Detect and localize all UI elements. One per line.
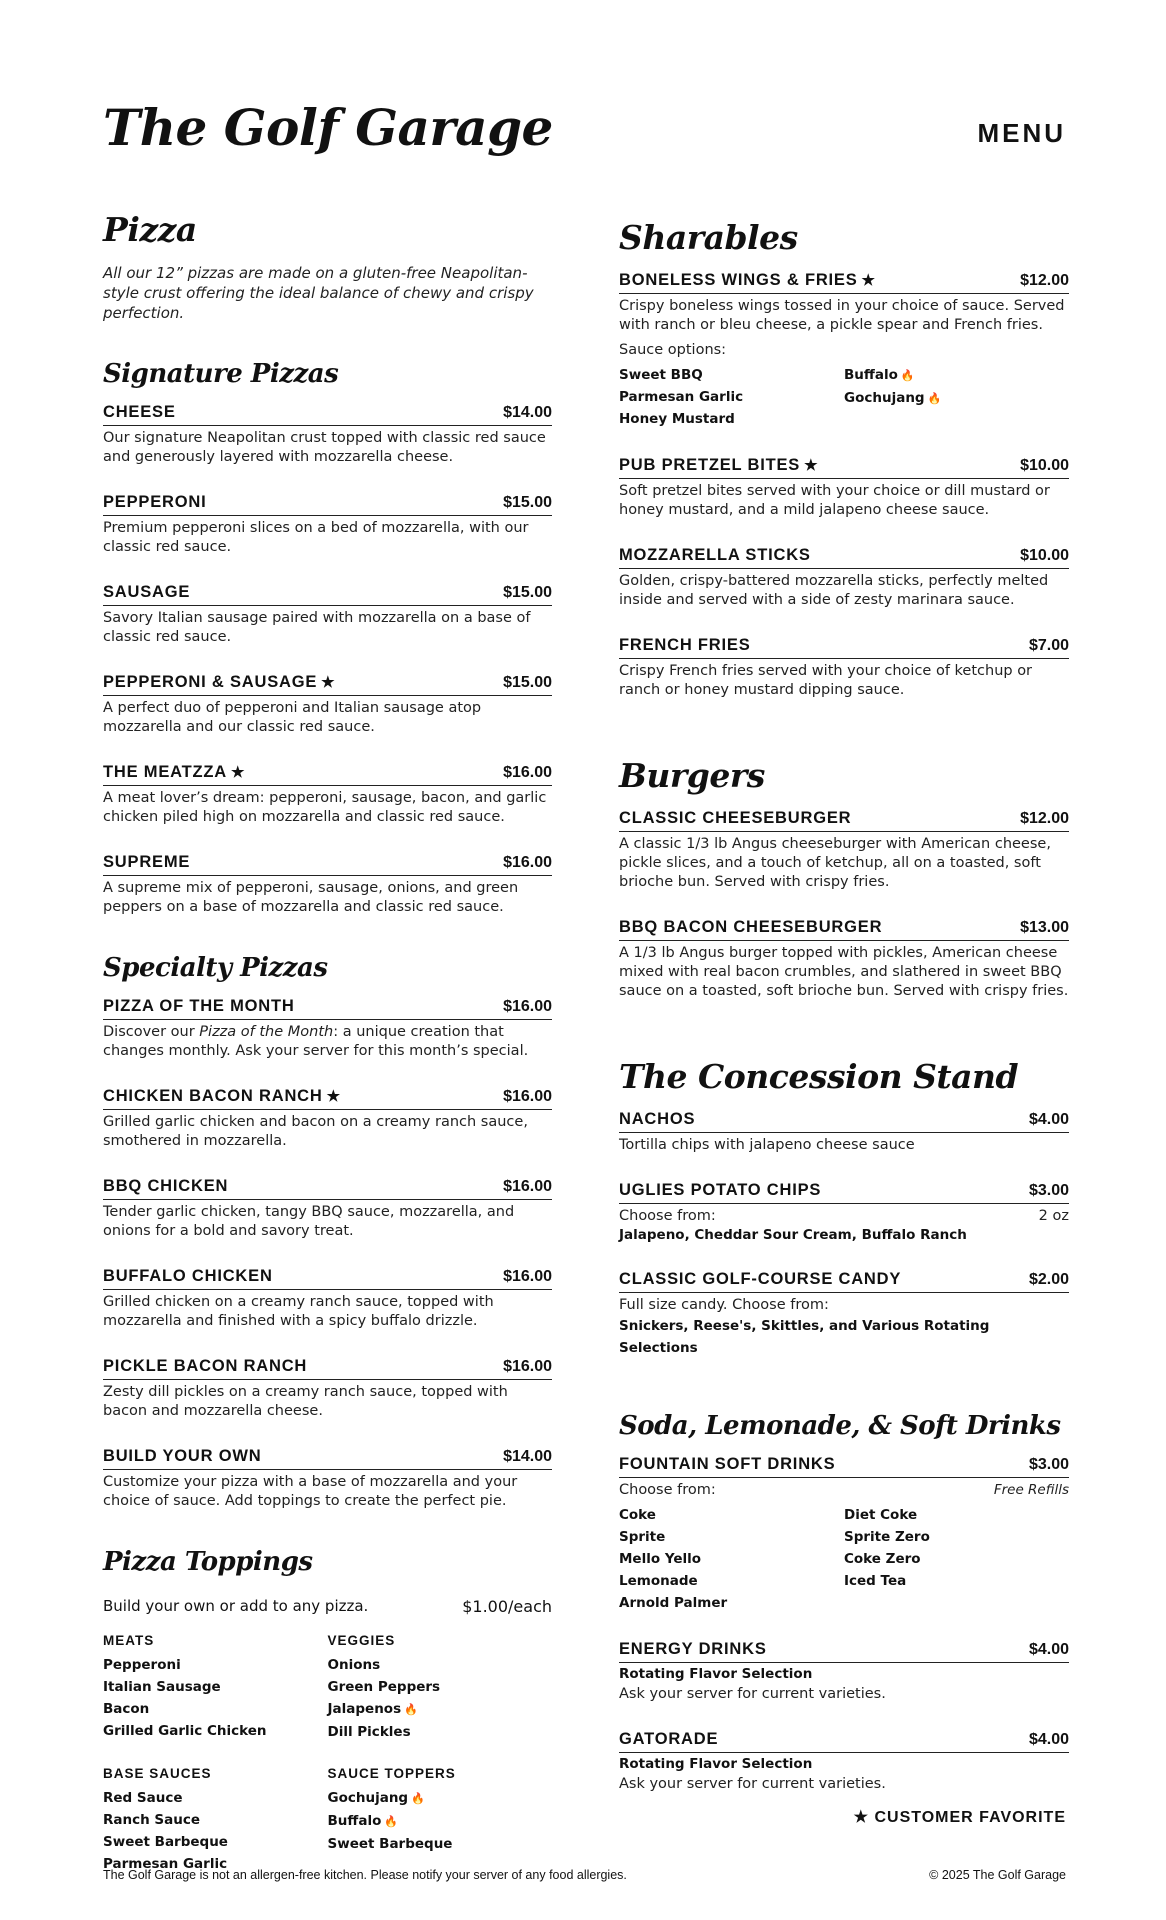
item-name: CHEESE: [103, 403, 176, 421]
item-price: $16.00: [503, 1178, 552, 1195]
concession-title: The Concession Stand: [619, 1057, 1019, 1096]
item-price: $10.00: [1020, 457, 1069, 474]
item-desc: A supreme mix of pepperoni, sausage, onions, and green peppers on a base of mozzarella and classic red sauce.: [103, 880, 519, 915]
list-item: Parmesan Garlic: [619, 389, 744, 405]
veggies-head: VEGGIES: [327, 1633, 396, 1648]
menu-item: [619, 1110, 1069, 1155]
list-item: Italian Sausage: [103, 1679, 221, 1695]
burgers-title: Burgers: [619, 756, 765, 795]
menu-item: [103, 583, 552, 647]
signature-list: [103, 403, 552, 917]
item-name: BONELESS WINGS & FRIES: [619, 271, 858, 289]
item-name: UGLIES POTATO CHIPS: [619, 1181, 822, 1199]
item-price: $16.00: [503, 1268, 552, 1285]
menu-item: [619, 918, 1069, 1001]
item-price: $4.00: [1028, 1731, 1069, 1748]
item-desc: Grilled chicken on a creamy ranch sauce, topped with mozzarella and finished with a spicy buffalo drizzle.: [103, 1294, 494, 1329]
menu-item: [103, 493, 552, 557]
free-refills: Free Refills: [993, 1482, 1069, 1498]
star-icon: ★: [853, 1809, 875, 1826]
list-item: Sprite Zero: [844, 1529, 930, 1545]
menu-item: [619, 546, 1069, 610]
item-price: $16.00: [503, 998, 552, 1015]
list-item: Arnold Palmer: [619, 1595, 728, 1611]
sauce-options: [619, 364, 1069, 430]
brand-title: The Golf Garage: [103, 98, 553, 157]
item-name: BBQ BACON CHEESEBURGER: [619, 918, 883, 936]
item-price: $16.00: [503, 1358, 552, 1375]
item-desc: Tortilla chips with jalapeno cheese sauce: [619, 1137, 915, 1153]
menu-item: [619, 456, 1069, 520]
item-price: $15.00: [503, 584, 552, 601]
item-name: CLASSIC CHEESEBURGER: [619, 809, 852, 827]
menu-item: [619, 1181, 1069, 1244]
menu-item: [103, 673, 552, 737]
menu-item: [619, 1640, 1069, 1704]
gatorade-note: Ask your server for current varieties.: [619, 1776, 886, 1792]
item-desc: Tender garlic chicken, tangy BBQ sauce, mozzarella, and onions for a bold and savory treat.: [103, 1204, 515, 1239]
star-icon: ★: [326, 1088, 341, 1105]
pizza-title: Pizza: [103, 210, 197, 249]
item-desc: Zesty dill pickles on a creamy ranch sauce, topped with bacon and mozzarella cheese.: [103, 1384, 508, 1419]
item-price: $3.00: [1028, 1456, 1069, 1473]
item-desc: Discover our Pizza of the Month: a unique creation that changes monthly. Ask your server for this month’s special.: [103, 1024, 529, 1059]
list-item: Iced Tea: [844, 1573, 907, 1589]
left-column: [103, 210, 552, 1875]
meats-head: MEATS: [103, 1633, 155, 1648]
sauces-list: [103, 1763, 328, 1875]
item-price: $14.00: [503, 1448, 552, 1465]
allergen-note: The Golf Garage is not an allergen-free kitchen. Please notify your server of any food allergies.: [103, 1868, 627, 1882]
item-desc: A perfect duo of pepperoni and Italian sausage atop mozzarella and our classic red sauce.: [103, 700, 482, 735]
list-item: Honey Mustard: [619, 411, 735, 427]
item-name: ENERGY DRINKS: [619, 1640, 767, 1658]
chips-choose-row: Choose from: 2 oz: [619, 1208, 1069, 1224]
menu-item: [103, 1357, 552, 1421]
list-item: Sweet Barbeque: [103, 1834, 228, 1850]
item-price: $16.00: [503, 1088, 552, 1105]
star-icon: ★: [230, 764, 246, 781]
list-item: Sprite: [619, 1529, 666, 1545]
toppings-grid-top: [103, 1630, 552, 1743]
flame-icon: 🔥: [384, 1815, 399, 1828]
drinks-list: [619, 1455, 1069, 1794]
list-item: Pepperoni: [103, 1657, 181, 1673]
item-name: FRENCH FRIES: [619, 636, 751, 654]
item-price: $16.00: [503, 764, 552, 781]
list-item: Jalapenos 🔥: [327, 1701, 418, 1717]
chips-flavors: Jalapeno, Cheddar Sour Cream, Buffalo Ranch: [619, 1227, 967, 1243]
star-icon: ★: [804, 457, 819, 474]
flame-icon: 🔥: [927, 392, 942, 405]
item-name: PEPPERONI & SAUSAGE: [103, 673, 318, 691]
item-desc: Our signature Neapolitan crust topped with classic red sauce and generously layered with mozzarella cheese.: [103, 430, 546, 465]
item-desc: Golden, crispy-battered mozzarella sticks, perfectly melted inside and served with a side of zesty marinara sauce.: [619, 573, 1049, 608]
item-desc: A classic 1/3 lb Angus cheeseburger with American cheese, pickle slices, and a touch of ketchup, all on a toasted, soft brioche bun. Served with crispy fries.: [619, 836, 1051, 890]
list-item: Gochujang 🔥: [844, 390, 942, 406]
list-item: Bacon: [103, 1701, 150, 1717]
item-name: THE MEATZZA: [103, 763, 227, 781]
energy-note: Ask your server for current varieties.: [619, 1686, 886, 1702]
menu-item: [619, 271, 1069, 430]
toppings-intro-row: [103, 1597, 552, 1616]
menu-item: [103, 1087, 552, 1151]
list-item: Green Peppers: [327, 1679, 441, 1695]
item-desc: Crispy French fries served with your choice of ketchup or ranch or honey mustard dipping sauce.: [619, 663, 1033, 698]
item-name: CHICKEN BACON RANCH: [103, 1087, 323, 1105]
item-desc: Customize your pizza with a base of mozzarella and your choice of sauce. Add toppings to create the perfect pie.: [103, 1474, 518, 1509]
drinks-title: Soda, Lemonade, & Soft Drinks: [619, 1411, 1061, 1441]
toppings-intro: Build your own or add to any pizza.: [103, 1597, 369, 1615]
menu-item: [619, 1270, 1069, 1359]
list-item: Mello Yello: [619, 1551, 702, 1567]
concession-list: [619, 1110, 1069, 1359]
menu-item: [619, 1730, 1069, 1794]
flame-icon: 🔥: [411, 1792, 425, 1805]
sauce-options-right: [844, 364, 1069, 430]
item-price: $2.00: [1028, 1271, 1069, 1288]
item-name: PIZZA OF THE MONTH: [103, 997, 295, 1015]
list-item: Red Sauce: [103, 1790, 183, 1806]
list-item: Coke: [619, 1507, 656, 1523]
item-desc: A 1/3 lb Angus burger topped with pickles, American cheese mixed with real bacon crumbles, and slathered in sweet BBQ sauce on a toasted, soft brioche bun. Served with crispy fries.: [619, 945, 1069, 999]
item-desc: Crispy boneless wings tossed in your choice of sauce. Served with ranch or bleu cheese, a pickle spear and French fries.: [619, 298, 1065, 333]
menu-item: [103, 1177, 552, 1241]
copyright: © 2025 The Golf Garage: [929, 1868, 1066, 1882]
list-item: Parmesan Garlic: [103, 1856, 228, 1872]
flame-icon: 🔥: [404, 1703, 418, 1716]
item-name: GATORADE: [619, 1730, 719, 1748]
sauce-options-label: Sauce options:: [619, 342, 727, 358]
fountain-left: [619, 1504, 844, 1614]
sauce-options-left: [619, 364, 844, 430]
legend-label: CUSTOMER FAVORITE: [874, 1809, 1066, 1826]
menu-item: [103, 1267, 552, 1331]
item-desc: Grilled garlic chicken and bacon on a creamy ranch sauce, smothered in mozzarella.: [103, 1114, 528, 1149]
item-price: $12.00: [1020, 272, 1069, 289]
customer-favorite-legend: [854, 1807, 1066, 1827]
list-item: Buffalo 🔥: [844, 367, 915, 383]
star-icon: ★: [861, 272, 876, 289]
gatorade-sub: Rotating Flavor Selection: [619, 1756, 813, 1772]
sauces-head: BASE SAUCES: [103, 1766, 212, 1781]
item-price: $4.00: [1028, 1111, 1069, 1128]
menu-item: [103, 403, 552, 467]
item-name: PUB PRETZEL BITES: [619, 456, 801, 474]
burgers-list: [619, 809, 1069, 1001]
list-item: Buffalo 🔥: [327, 1813, 399, 1829]
toppings-price: $1.00/each: [462, 1597, 552, 1616]
item-price: $15.00: [503, 674, 552, 691]
menu-label: MENU: [977, 118, 1066, 148]
toppers-head: SAUCE TOPPERS: [327, 1766, 456, 1781]
list-item: Gochujang 🔥: [327, 1790, 425, 1806]
sharables-title: Sharables: [619, 218, 798, 257]
star-icon: ★: [321, 674, 336, 691]
fountain-right: [844, 1504, 1069, 1614]
item-name: MOZZARELLA STICKS: [619, 546, 811, 564]
toppers-list: [328, 1763, 553, 1875]
sharables-list: [619, 271, 1069, 700]
menu-item: [103, 853, 552, 917]
item-desc: A meat lover’s dream: pepperoni, sausage, bacon, and garlic chicken piled high on mozzarella and classic red sauce.: [103, 790, 547, 825]
list-item: Ranch Sauce: [103, 1812, 201, 1828]
list-item: Sweet BBQ: [619, 367, 703, 383]
flame-icon: 🔥: [900, 369, 915, 382]
toppings-grid-bottom: [103, 1763, 552, 1875]
item-name: PEPPERONI: [103, 493, 207, 511]
menu-item: [619, 636, 1069, 700]
toppings-title: Pizza Toppings: [103, 1547, 313, 1577]
item-name: FOUNTAIN SOFT DRINKS: [619, 1455, 836, 1473]
signature-title: Signature Pizzas: [103, 359, 339, 389]
specialty-title: Specialty Pizzas: [103, 953, 328, 983]
item-price: $7.00: [1028, 637, 1069, 654]
item-name: BUILD YOUR OWN: [103, 1447, 262, 1465]
item-name: SUPREME: [103, 853, 191, 871]
list-item: Diet Coke: [844, 1507, 918, 1523]
specialty-list: [103, 997, 552, 1511]
candy-choose: Full size candy. Choose from:: [619, 1297, 829, 1313]
menu-item: [103, 997, 552, 1061]
meats-list: [103, 1630, 328, 1743]
item-price: $3.00: [1028, 1182, 1069, 1199]
item-price: $15.00: [503, 494, 552, 511]
candy-options: Snickers, Reese's, Skittles, and Various Rotating Selections: [619, 1318, 990, 1356]
pizza-intro: All our 12” pizzas are made on a gluten-free Neapolitan-style crust offering the ideal balance of chewy and crispy perfection.: [103, 264, 534, 322]
list-item: Coke Zero: [844, 1551, 921, 1567]
fountain-options: [619, 1504, 1069, 1614]
energy-sub: Rotating Flavor Selection: [619, 1666, 813, 1682]
item-price: $12.00: [1020, 810, 1069, 827]
item-desc: Premium pepperoni slices on a bed of mozzarella, with our classic red sauce.: [103, 520, 529, 555]
right-column: [619, 218, 1069, 1794]
menu-item: [103, 1447, 552, 1511]
menu-item: [619, 1455, 1069, 1614]
item-price: $14.00: [503, 404, 552, 421]
fountain-choose-row: Choose from: Free Refills: [619, 1482, 1069, 1498]
chips-size: 2 oz: [1038, 1208, 1069, 1224]
list-item: Grilled Garlic Chicken: [103, 1723, 267, 1739]
item-desc: Savory Italian sausage paired with mozzarella on a base of classic red sauce.: [103, 610, 531, 645]
menu-item: [103, 763, 552, 827]
item-name: NACHOS: [619, 1110, 696, 1128]
item-price: $13.00: [1020, 919, 1069, 936]
item-price: $10.00: [1020, 547, 1069, 564]
item-name: PICKLE BACON RANCH: [103, 1357, 308, 1375]
item-name: BUFFALO CHICKEN: [103, 1267, 273, 1285]
item-name: BBQ CHICKEN: [103, 1177, 229, 1195]
item-price: $4.00: [1028, 1641, 1069, 1658]
item-desc: Soft pretzel bites served with your choice or dill mustard or honey mustard, and a mild jalapeno cheese sauce.: [619, 483, 1050, 518]
list-item: Dill Pickles: [327, 1724, 411, 1740]
list-item: Sweet Barbeque: [327, 1836, 453, 1852]
item-name: SAUSAGE: [103, 583, 191, 601]
menu-item: [619, 809, 1069, 892]
veggies-list: [328, 1630, 553, 1743]
item-name: CLASSIC GOLF-COURSE CANDY: [619, 1270, 902, 1288]
item-price: $16.00: [503, 854, 552, 871]
list-item: Onions: [327, 1657, 381, 1673]
list-item: Lemonade: [619, 1573, 698, 1589]
